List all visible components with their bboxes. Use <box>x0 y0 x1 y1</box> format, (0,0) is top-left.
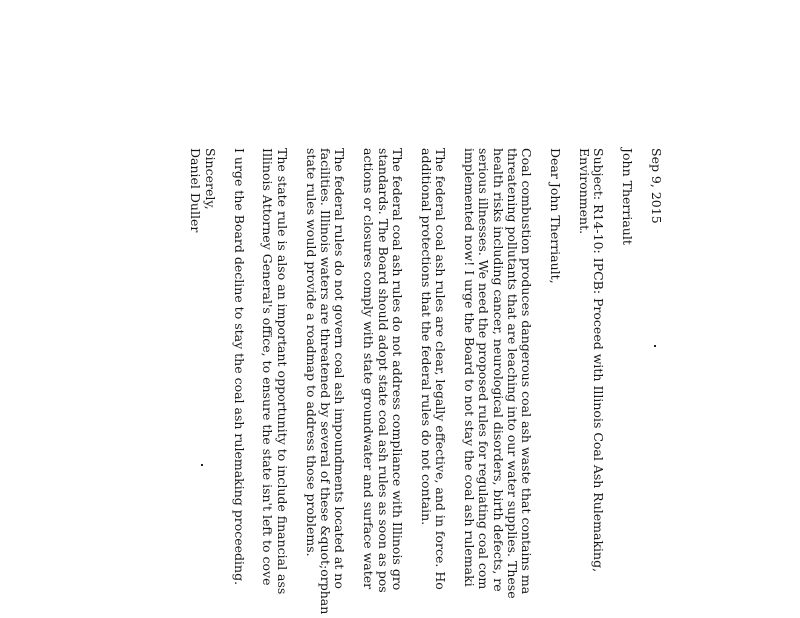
scan-speck <box>201 464 203 466</box>
paragraph-line: health risks including cancer, neurological disorders, birth defects, re <box>490 148 506 592</box>
paragraph-line: actions or closures comply with state groundwater and surface water <box>361 148 377 590</box>
paragraph-line: Illinois Attorney General's office, to ensure the state isn't left to cove <box>260 148 276 586</box>
letter-closing: Sincerely, <box>202 148 218 210</box>
letter-recipient: John Therriault <box>620 148 636 245</box>
paragraph-line: Coal combustion produces dangerous coal ash waste that contains ma <box>519 148 535 595</box>
letter-paragraph <box>260 148 289 618</box>
paragraph-line: threatening pollutants that are leaching into our water supplies. These <box>505 148 521 599</box>
letter-paragraph <box>231 148 245 618</box>
letter-signature: Daniel Duller <box>188 148 204 233</box>
scan-speck <box>654 345 656 347</box>
paragraph-line: I urge the Board decline to stay the coal ash rulemaking proceeding. <box>231 148 247 586</box>
paragraph-line: additional protections that the federal rules do not contain. <box>418 148 434 526</box>
paragraph-line: serious illnesses. We need the proposed rules for regulating coal com <box>476 148 492 590</box>
paragraph-line: The federal coal ash rules do not address compliance with Illinois gro <box>389 148 405 591</box>
paragraph-line: state rules would provide a roadmap to address those problems. <box>303 148 319 557</box>
paragraph-line: implemented now! I urge the Board to not stay the coal ash rulemaki <box>461 148 477 587</box>
letter-paragraph <box>303 148 346 618</box>
letter-paragraph <box>361 148 404 618</box>
paragraph-line: The federal rules do not govern coal ash impoundments located at no <box>332 148 348 589</box>
paragraph-line: The federal coal ash rules are clear, legally effective, and in force. Ho <box>433 148 449 590</box>
letter-body <box>188 148 663 618</box>
letter-paragraph <box>462 148 534 618</box>
paragraph-line: standards. The Board should adopt state coal ash rules as soon as pos <box>375 148 391 593</box>
letter-date: Sep 9, 2015 <box>649 148 664 224</box>
paragraph-line: The state rule is also an important opportunity to include financial ass <box>274 148 290 595</box>
paragraph-line: facilities. Illinois waters are threatened by several of these &quot;orphan <box>318 148 334 615</box>
letter-paragraph <box>418 148 447 618</box>
letter-subject-line: Subject: R14-10: IPCB: Proceed with Illinois Coal Ash Rulemaking, <box>591 148 607 573</box>
letter-subject-line: Environment. <box>577 148 593 235</box>
letter-salutation: Dear John Therriault, <box>548 148 564 284</box>
